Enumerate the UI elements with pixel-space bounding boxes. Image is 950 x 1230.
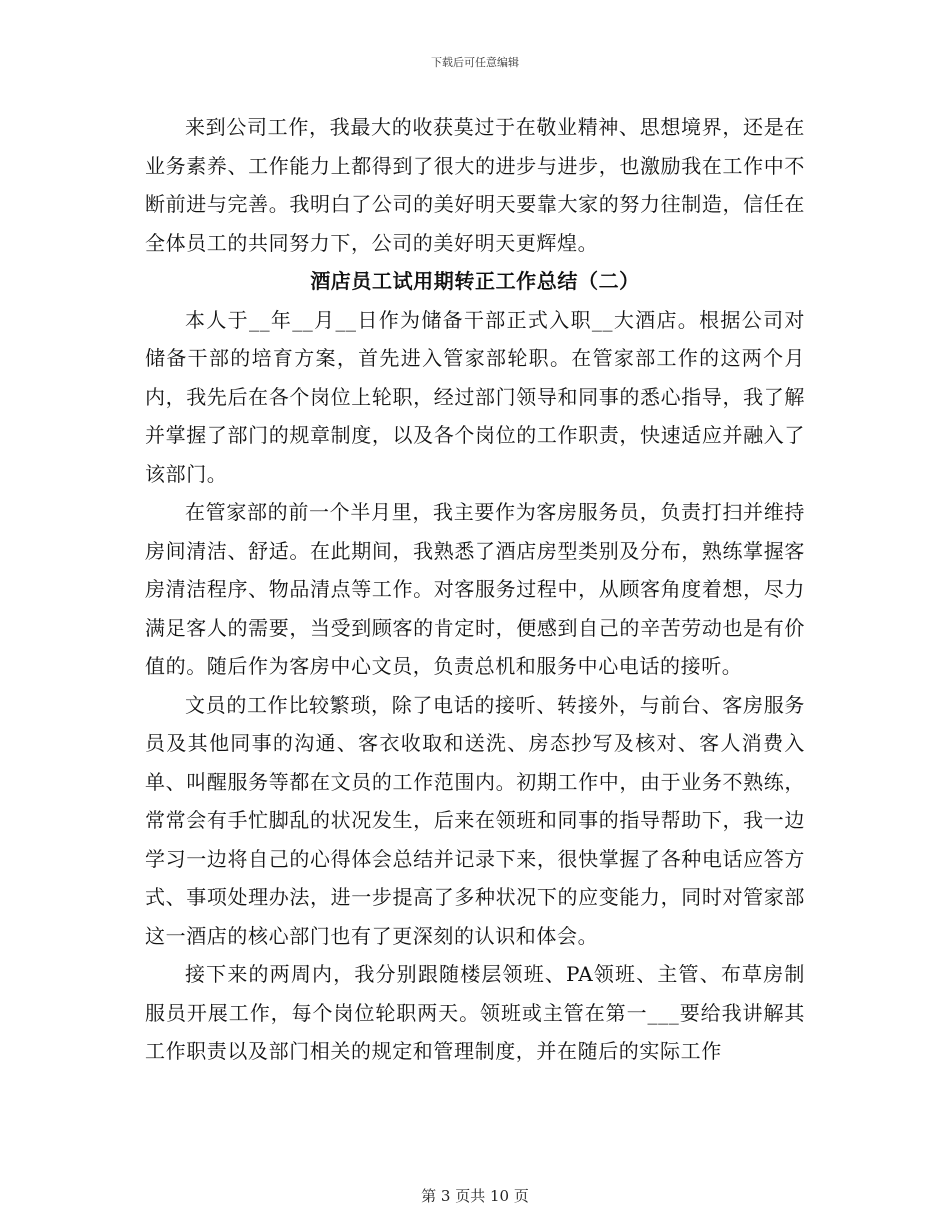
paragraph-2: 在管家部的前一个半月里，我主要作为客房服务员，负责打扫并维持房间清洁、舒适。在此期间，我熟悉了酒店房型类别及分布，熟练掌握客房清洁程序、物品清点等工作。对客服务过程中，从顾客角度着想，尽力满足客人的需要，当受到顾客的肯定时，便感到自己的辛苦劳动也是有价值的。随后作为客房中心文员，负责总机和服务中心电话的接听。 bbox=[145, 500, 805, 678]
document-body bbox=[145, 108, 805, 1071]
section-title: 酒店员工试用期转正工作总结（二） bbox=[310, 269, 640, 293]
page-footer: 第 3 页共 10 页 bbox=[421, 1187, 529, 1205]
paragraph-3: 文员的工作比较繁琐，除了电话的接听、转接外，与前台、客房服务员及其他同事的沟通、客衣收取和送洗、房态抄写及核对、客人消费入单、叫醒服务等都在文员的工作范围内。初期工作中，由于业务不熟练，常常会有手忙脚乱的状况发生，后来在领班和同事的指导帮助下，我一边学习一边将自己的心得体会总结并记录下来，很快掌握了各种电话应答方式、事项处理办法，进一步提高了多种状况下的应变能力，同时对管家部这一酒店的核心部门也有了更深刻的认识和体会。 bbox=[145, 692, 805, 948]
paragraph-1: 本人于__年__月__日作为储备干部正式入职__大酒店。根据公司对储备干部的培育方案，首先进入管家部轮职。在管家部工作的这两个月内，我先后在各个岗位上轮职，经过部门领导和同事的悉心指导，我了解并掌握了部门的规章制度，以及各个岗位的工作职责，快速适应并融入了该部门。 bbox=[145, 307, 805, 486]
page-header: 下载后可任意编辑 bbox=[431, 56, 519, 69]
paragraph-intro: 来到公司工作，我最大的收获莫过于在敬业精神、思想境界，还是在业务素养、工作能力上都得到了很大的进步与进步，也激励我在工作中不断前进与完善。我明白了公司的美好明天要靠大家的努力往制造，信任在全体员工的共同努力下，公司的美好明天更辉煌。 bbox=[145, 115, 805, 255]
paragraph-4: 接下来的两周内，我分别跟随楼层领班、PA领班、主管、布草房制服员开展工作，每个岗位轮职两天。领班或主管在第一___要给我讲解其工作职责以及部门相关的规定和管理制度，并在随后的实际工作 bbox=[145, 962, 805, 1063]
